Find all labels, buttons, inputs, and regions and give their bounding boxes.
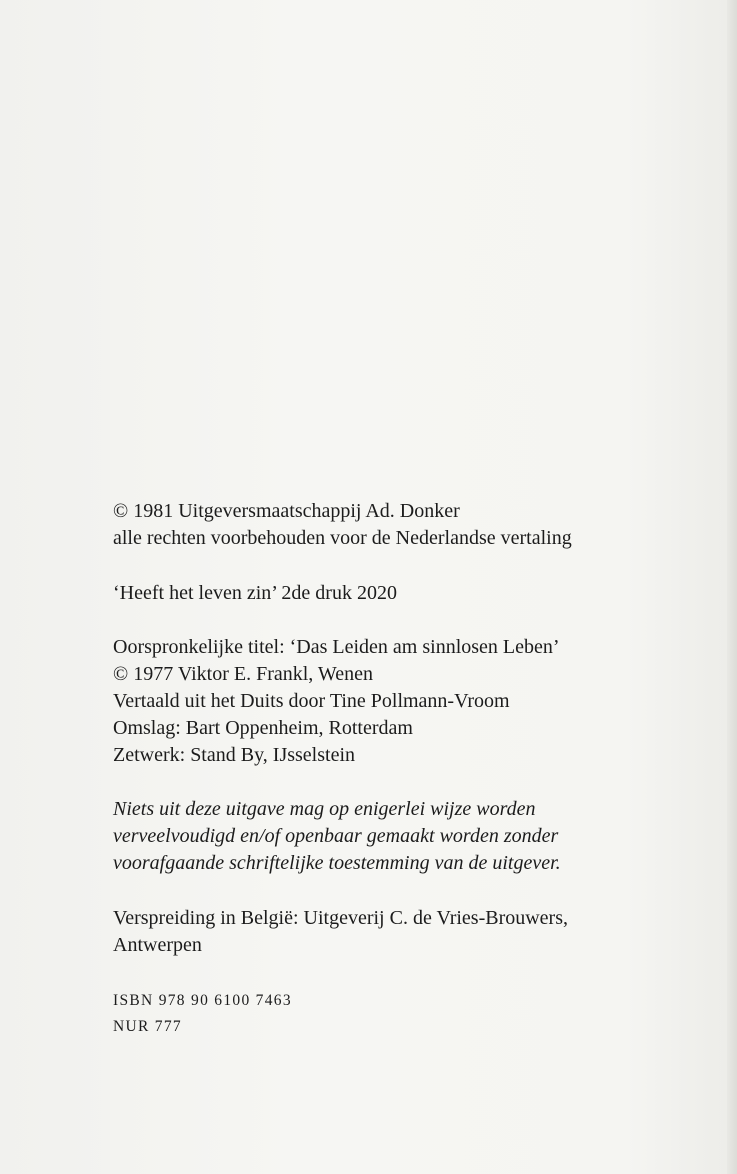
typesetting-line: Zetwerk: Stand By, IJsselstein (113, 744, 356, 766)
legal-notice-block (113, 796, 673, 877)
distribution-line-2: Antwerpen (113, 934, 202, 956)
original-copyright-line: © 1977 Viktor E. Frankl, Wenen (113, 663, 373, 685)
legal-notice-line-3: voorafgaande schriftelijke toestemming van de uitgever. (113, 852, 561, 874)
nur-line: NUR 777 (113, 1018, 182, 1035)
edition-line: ‘Heeft het leven zin’ 2de druk 2020 (113, 582, 397, 604)
original-title-block (113, 634, 673, 769)
rights-reserved-line: alle rechten voorbehouden voor de Nederlandse vertaling (113, 527, 572, 549)
page-edge (727, 0, 737, 1174)
cover-line: Omslag: Bart Oppenheim, Rotterdam (113, 717, 413, 739)
legal-notice-line-2: verveelvoudigd en/of openbaar gemaakt worden zonder (113, 825, 559, 847)
copyright-line: © 1981 Uitgeversmaatschappij Ad. Donker (113, 500, 460, 522)
codes-block (113, 988, 673, 1040)
original-title-line: Oorspronkelijke titel: ‘Das Leiden am sinnlosen Leben’ (113, 636, 560, 658)
distribution-line-1: Verspreiding in België: Uitgeverij C. de Vries-Brouwers, (113, 907, 568, 929)
distribution-block (113, 905, 673, 959)
edition-block (113, 580, 673, 607)
translator-line: Vertaald uit het Duits door Tine Pollmann-Vroom (113, 690, 510, 712)
isbn-line: ISBN 978 90 6100 7463 (113, 992, 292, 1009)
copyright-block (113, 498, 673, 552)
legal-notice-line-1: Niets uit deze uitgave mag op enigerlei wijze worden (113, 798, 536, 820)
